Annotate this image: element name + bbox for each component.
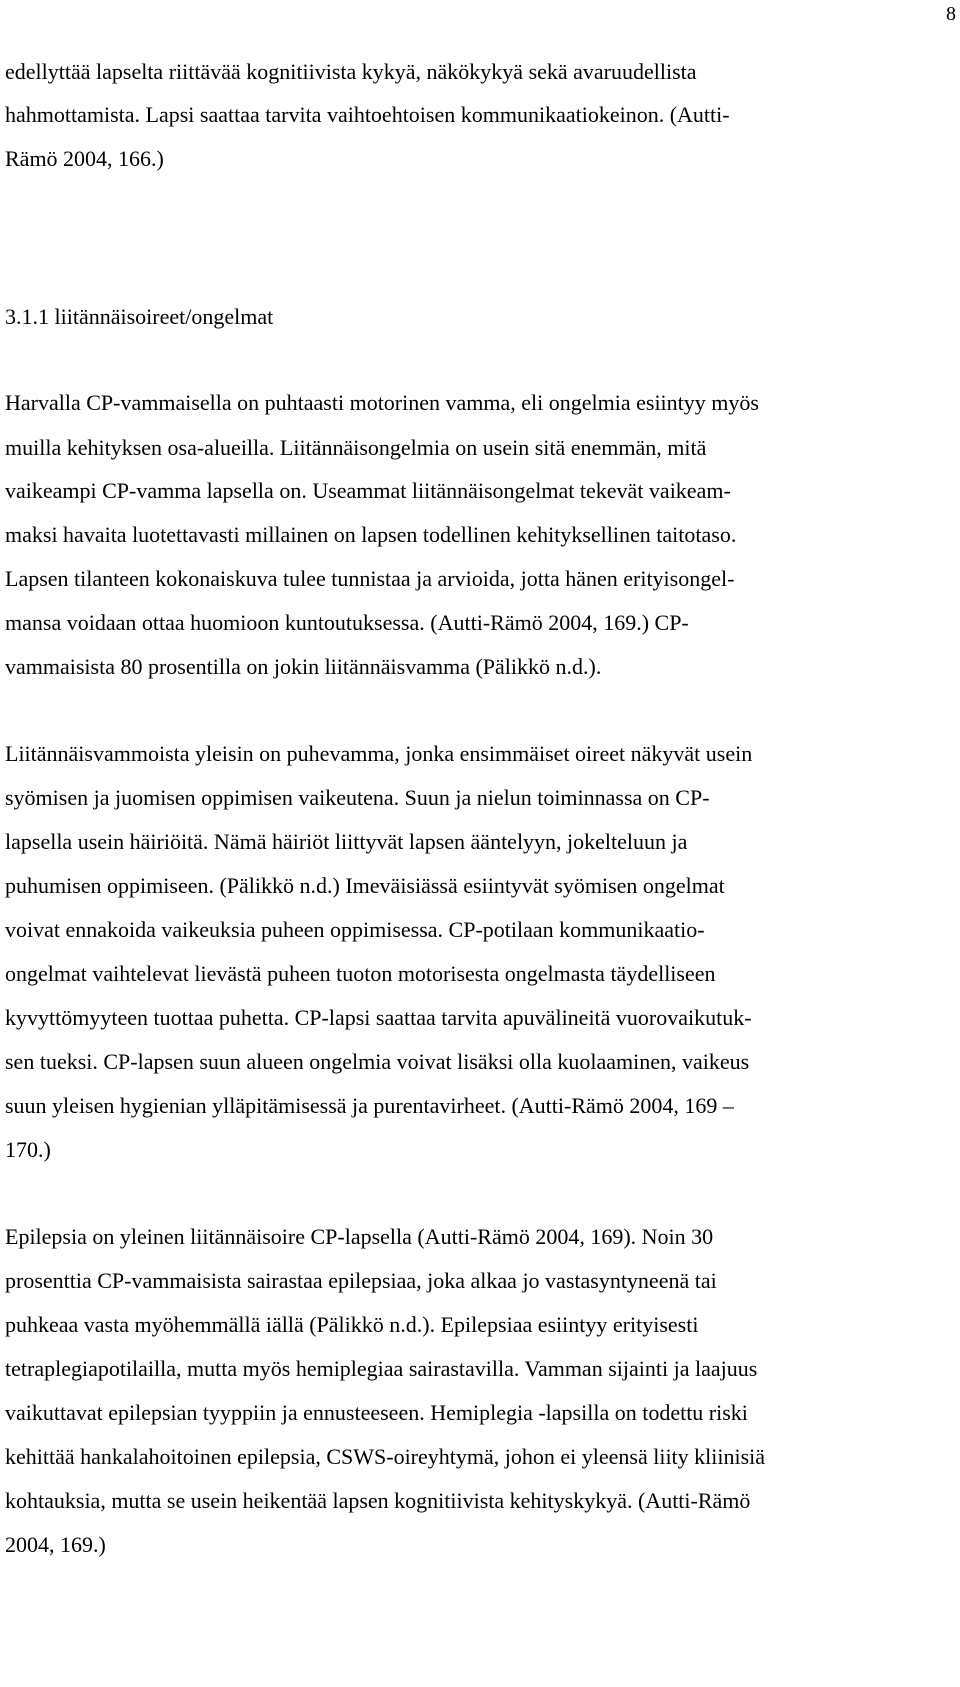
- paragraph-1-line-2: hahmottamista. Lapsi saattaa tarvita vaihtoehtoisen kommunikaatiokeinon. (Autti-: [5, 102, 730, 127]
- paragraph-2-line-5: Lapsen tilanteen kokonaiskuva tulee tunnistaa ja arvioida, jotta hänen erityisongel-: [5, 566, 735, 591]
- paragraph-4-line-5: vaikuttavat epilepsian tyyppiin ja ennusteeseen. Hemiplegia -lapsilla on todettu riski: [5, 1400, 748, 1425]
- paragraph-2-line-2: muilla kehityksen osa-alueilla. Liitännäisongelmia on usein sitä enemmän, mitä: [5, 435, 707, 460]
- page-number: 8: [946, 3, 956, 25]
- paragraph-2-line-7: vammaisista 80 prosentilla on jokin liitännäisvamma (Pälikkö n.d.).: [5, 654, 602, 679]
- paragraph-1-line-1: edellyttää lapselta riittävää kognitiivista kykyä, näkökykyä sekä avaruudellista: [5, 59, 697, 84]
- paragraph-4-line-3: puhkeaa vasta myöhemmällä iällä (Pälikkö n.d.). Epilepsiaa esiintyy erityisesti: [5, 1312, 699, 1337]
- paragraph-2-line-3: vaikeampi CP-vamma lapsella on. Useammat liitännäisongelmat tekevät vaikeam-: [5, 478, 731, 503]
- paragraph-3-line-9: suun yleisen hygienian ylläpitämisessä ja purentavirheet. (Autti-Rämö 2004, 169 –: [5, 1093, 734, 1118]
- paragraph-4-line-6: kehittää hankalahoitoinen epilepsia, CSWS-oireyhtymä, johon ei yleensä liity kliinisiä: [5, 1444, 766, 1469]
- paragraph-3-line-4: puhumisen oppimiseen. (Pälikkö n.d.) Imeväisiässä esiintyvät syömisen ongelmat: [5, 873, 725, 898]
- paragraph-3-line-6: ongelmat vaihtelevat lievästä puheen tuoton motorisesta ongelmasta täydelliseen: [5, 961, 716, 986]
- paragraph-4-line-7: kohtauksia, mutta se usein heikentää lapsen kognitiivista kehityskykyä. (Autti-Rämö: [5, 1488, 751, 1513]
- paragraph-3-line-3: lapsella usein häiriöitä. Nämä häiriöt liittyvät lapsen ääntelyyn, jokelteluun ja: [5, 829, 688, 854]
- paragraph-2-line-6: mansa voidaan ottaa huomioon kuntoutuksessa. (Autti-Rämö 2004, 169.) CP-: [5, 610, 689, 635]
- paragraph-2-line-4: maksi havaita luotettavasti millainen on lapsen todellinen kehityksellinen taitotaso.: [5, 522, 737, 547]
- paragraph-4-line-2: prosenttia CP-vammaisista sairastaa epilepsiaa, joka alkaa jo vastasyntyneenä tai: [5, 1268, 717, 1293]
- section-heading: 3.1.1 liitännäisoireet/ongelmat: [5, 304, 274, 329]
- paragraph-3-line-8: sen tueksi. CP-lapsen suun alueen ongelmia voivat lisäksi olla kuolaaminen, vaikeus: [5, 1049, 750, 1074]
- paragraph-3-line-2: syömisen ja juomisen oppimisen vaikeutena. Suun ja nielun toiminnassa on CP-: [5, 785, 710, 810]
- paragraph-3-line-7: kyvyttömyyteen tuottaa puhetta. CP-lapsi saattaa tarvita apuvälineitä vuorovaikutuk-: [5, 1005, 752, 1030]
- paragraph-3-line-1: Liitännäisvammoista yleisin on puhevamma, jonka ensimmäiset oireet näkyvät usein: [5, 741, 753, 766]
- paragraph-4-line-4: tetraplegiapotilailla, mutta myös hemiplegiaa sairastavilla. Vamman sijainti ja laajuus: [5, 1356, 758, 1381]
- paragraph-4-line-8: 2004, 169.): [5, 1532, 106, 1557]
- paragraph-4-line-1: Epilepsia on yleinen liitännäisoire CP-lapsella (Autti-Rämö 2004, 169). Noin 30: [5, 1224, 714, 1249]
- paragraph-1-line-3: Rämö 2004, 166.): [5, 146, 164, 171]
- paragraph-2-line-1: Harvalla CP-vammaisella on puhtaasti motorinen vamma, eli ongelmia esiintyy myös: [5, 390, 759, 415]
- paragraph-3-line-10: 170.): [5, 1137, 51, 1162]
- paragraph-3-line-5: voivat ennakoida vaikeuksia puheen oppimisessa. CP-potilaan kommunikaatio-: [5, 917, 705, 942]
